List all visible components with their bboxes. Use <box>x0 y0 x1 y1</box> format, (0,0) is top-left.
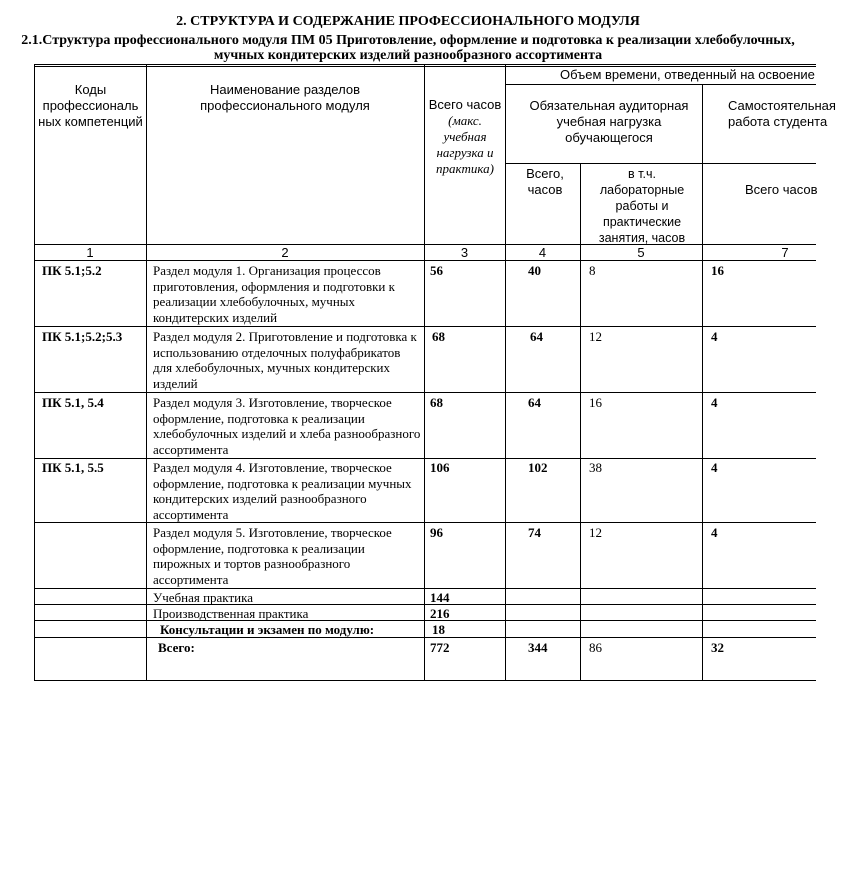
table-row-lab: 16 <box>589 395 602 410</box>
header-total-hours-label: Всего часов <box>428 97 502 112</box>
column-number: 4 <box>538 245 547 260</box>
table-row-name: Раздел модуля 5. Изготовление, творческое оформление, подготовка к реализации пирожных и тортов разнообразного ассортимента <box>153 525 392 587</box>
section-title: 2. СТРУКТУРА И СОДЕРЖАНИЕ ПРОФЕССИОНАЛЬНОГО МОДУЛЯ <box>176 14 640 29</box>
column-number: 1 <box>86 245 94 260</box>
table-row-independent: 4 <box>711 329 718 344</box>
table-row-total: 56 <box>430 263 443 278</box>
table-row-name: Раздел модуля 1. Организация процессов приготовления, оформления и подготовки к реализации хлебобулочных, мучных кондитерских изделий <box>153 263 395 325</box>
table-row-mandatory: 74 <box>528 525 541 540</box>
total-mandatory: 344 <box>528 640 548 655</box>
table-row-lab: 12 <box>589 329 602 344</box>
table-row-lab: 8 <box>589 263 596 278</box>
module-subtitle <box>0 33 816 63</box>
practice-total: 144 <box>430 590 450 605</box>
column-number: 7 <box>781 245 789 260</box>
header-total-hours <box>426 97 504 177</box>
total-label: Всего: <box>158 640 195 655</box>
module-subtitle-line2: мучных кондитерских изделий разнообразного ассортимента <box>213 48 603 63</box>
practice-label: Учебная практика <box>153 590 253 605</box>
column-number: 3 <box>460 245 469 260</box>
table-row-independent: 4 <box>711 460 718 475</box>
table-row-independent: 4 <box>711 525 718 540</box>
table-row-code: ПК 5.1, 5.5 <box>42 460 104 475</box>
table-row-code: ПК 5.1, 5.4 <box>42 395 104 410</box>
header-codes: Коды профессиональ ных компетенций <box>38 82 143 129</box>
table-row-mandatory: 40 <box>528 263 541 278</box>
table-row-code: ПК 5.1;5.2;5.3 <box>42 329 123 344</box>
table-row-mandatory: 64 <box>528 395 541 410</box>
table-row-independent: 4 <box>711 395 718 410</box>
table-row-mandatory: 102 <box>528 460 548 475</box>
table-row-lab: 38 <box>589 460 602 475</box>
header-time-allocated: Объем времени, отведенный на освоение <box>560 67 815 82</box>
table-row-independent: 16 <box>711 263 724 278</box>
header-mandatory: Обязательная аудиторная учебная нагрузка обучающегося <box>529 98 689 145</box>
header-total-hours-note: (макс. учебная нагрузка и практика) <box>436 113 494 176</box>
total-independent: 32 <box>711 640 724 655</box>
table-row-lab: 12 <box>589 525 602 540</box>
table-row-code: ПК 5.1;5.2 <box>42 263 102 278</box>
consultations-label: Консультации и экзамен по модулю: <box>160 622 375 637</box>
column-number: 2 <box>281 245 289 260</box>
header-independent: Самостоятельная работа студента <box>728 98 836 129</box>
consultations-total: 18 <box>432 622 445 637</box>
table-row-mandatory: 64 <box>530 329 543 344</box>
production-practice-total: 216 <box>430 606 450 621</box>
total-hours: 772 <box>430 640 450 655</box>
module-subtitle-line1: 2.1.Структура профессионального модуля ПМ 05 Приготовление, оформление и подготовка к реализации хлебобулочных, <box>21 33 795 48</box>
table-row-name: Раздел модуля 3. Изготовление, творческое оформление, подготовка к реализации хлебобулочных изделий и хлеба разнообразного ассортимента <box>153 395 421 457</box>
header-independent-total: Всего часов <box>745 182 818 197</box>
table-row-total: 96 <box>430 525 443 540</box>
header-sections: Наименование разделов профессионального модуля <box>200 82 370 113</box>
total-lab: 86 <box>589 640 602 655</box>
header-mandatory-lab: в т.ч. лабораторные работы и практические занятия, часов <box>598 167 686 245</box>
table-row-total: 106 <box>430 460 450 475</box>
table-row-name: Раздел модуля 2. Приготовление и подготовка к использованию отделочных полуфабрикатов для хлебобулочных, мучных кондитерских изделий <box>153 329 417 391</box>
table-row-total: 68 <box>432 329 445 344</box>
table-row-name: Раздел модуля 4. Изготовление, творческое оформление, подготовка к реализации мучных кондитерских изделий разнообразного ассортимента <box>153 460 412 522</box>
table-row-total: 68 <box>430 395 443 410</box>
header-mandatory-total: Всего, часов <box>526 166 564 197</box>
column-number: 5 <box>637 245 645 260</box>
production-practice-label: Производственная практика <box>153 606 309 621</box>
